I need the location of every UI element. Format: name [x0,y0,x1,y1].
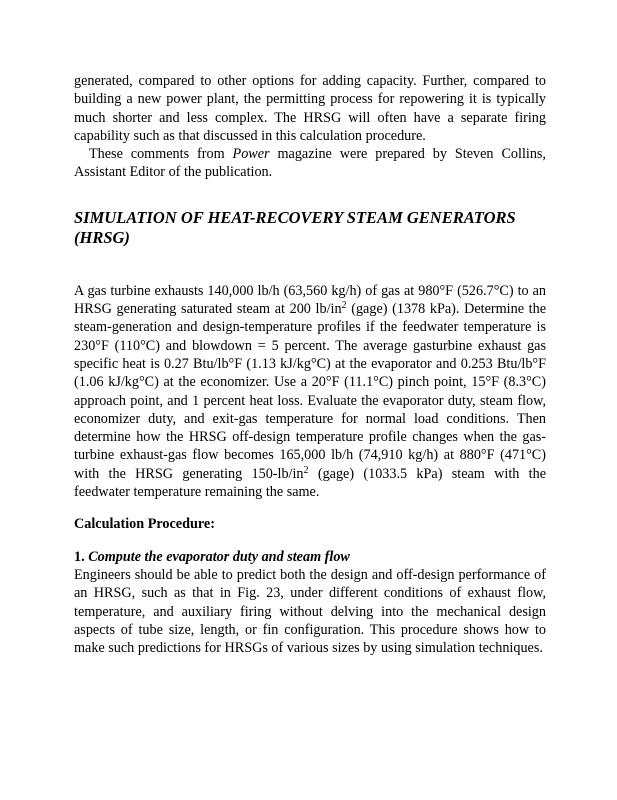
magazine-name: Power [232,146,270,163]
credit-text-after: magazine were prepared by Steven Collins, Assistant Editor of the publication. [74,146,546,181]
intro-paragraph: generated, compared to other options for adding capacity. Further, compared to building a new power plant, the permitting process for repowering it is typically much shorter and less complex. The HRSG will often have a separate firing capability such as that discussed in this calculation procedure. [74,73,546,144]
step-1-body: Engineers should be able to predict both the design and off-design performance of an HRSG, such as that in Fig. 23, under different conditions of exhaust flow, temperature, and auxiliary firing without delving into the mechanical design aspects of tube size, length, or fin configuration. This procedure shows how to make such predictions for HRSGs of various sizes by using simulation techniques. [74,566,546,657]
superscript-1: 2 [341,300,347,312]
credit-paragraph [74,145,546,182]
step-title: Compute the evaporator duty and steam flow [88,548,350,565]
problem-text-2: (gage) (1378 kPa). Determine the steam-generation and design-temperature profiles if the feedwater temperature is 230°F (110°C) and blowdown = 5 percent. The average gasturbine exhaust gas specific heat is 0.27 Btu/lb°F (1.13 kJ/kg°C) at the evaporator and 0.253 Btu/lb°F (1.06 kJ/kg°C) at the economizer. Use a 20°F (11.1°C) pinch point, 15°F (8.3°C) approach point, and 1 percent heat loss. Evaluate the evaporator duty, steam flow, economizer duty, and exit-gas temperature for normal load conditions. Then determine how the HRSG off-design temperature profile changes when the gas-turbine exhaust-gas flow becomes 165,000 lb/h (74,910 kg/h) at 880°F (471°C) with the HRSG generating 150-lb/in [74,301,546,482]
document-page [74,72,546,657]
step-1-heading [74,548,546,566]
credit-text-before: These comments from [89,146,233,163]
calculation-procedure-heading: Calculation Procedure: [74,516,215,533]
problem-text-3: (gage) (1033.5 kPa) steam with the feedwater temperature remaining the same. [74,465,547,501]
section-title: SIMULATION OF HEAT-RECOVERY STEAM GENERATORS (HRSG) [74,207,516,247]
problem-text-1: A gas turbine exhausts 140,000 lb/h (63,560 kg/h) of gas at 980°F (526.7°C) to an HRSG generating saturated steam at 200 lb/in [74,282,546,318]
step-number: 1. [74,548,85,565]
superscript-2: 2 [303,464,309,476]
problem-statement [74,282,546,502]
